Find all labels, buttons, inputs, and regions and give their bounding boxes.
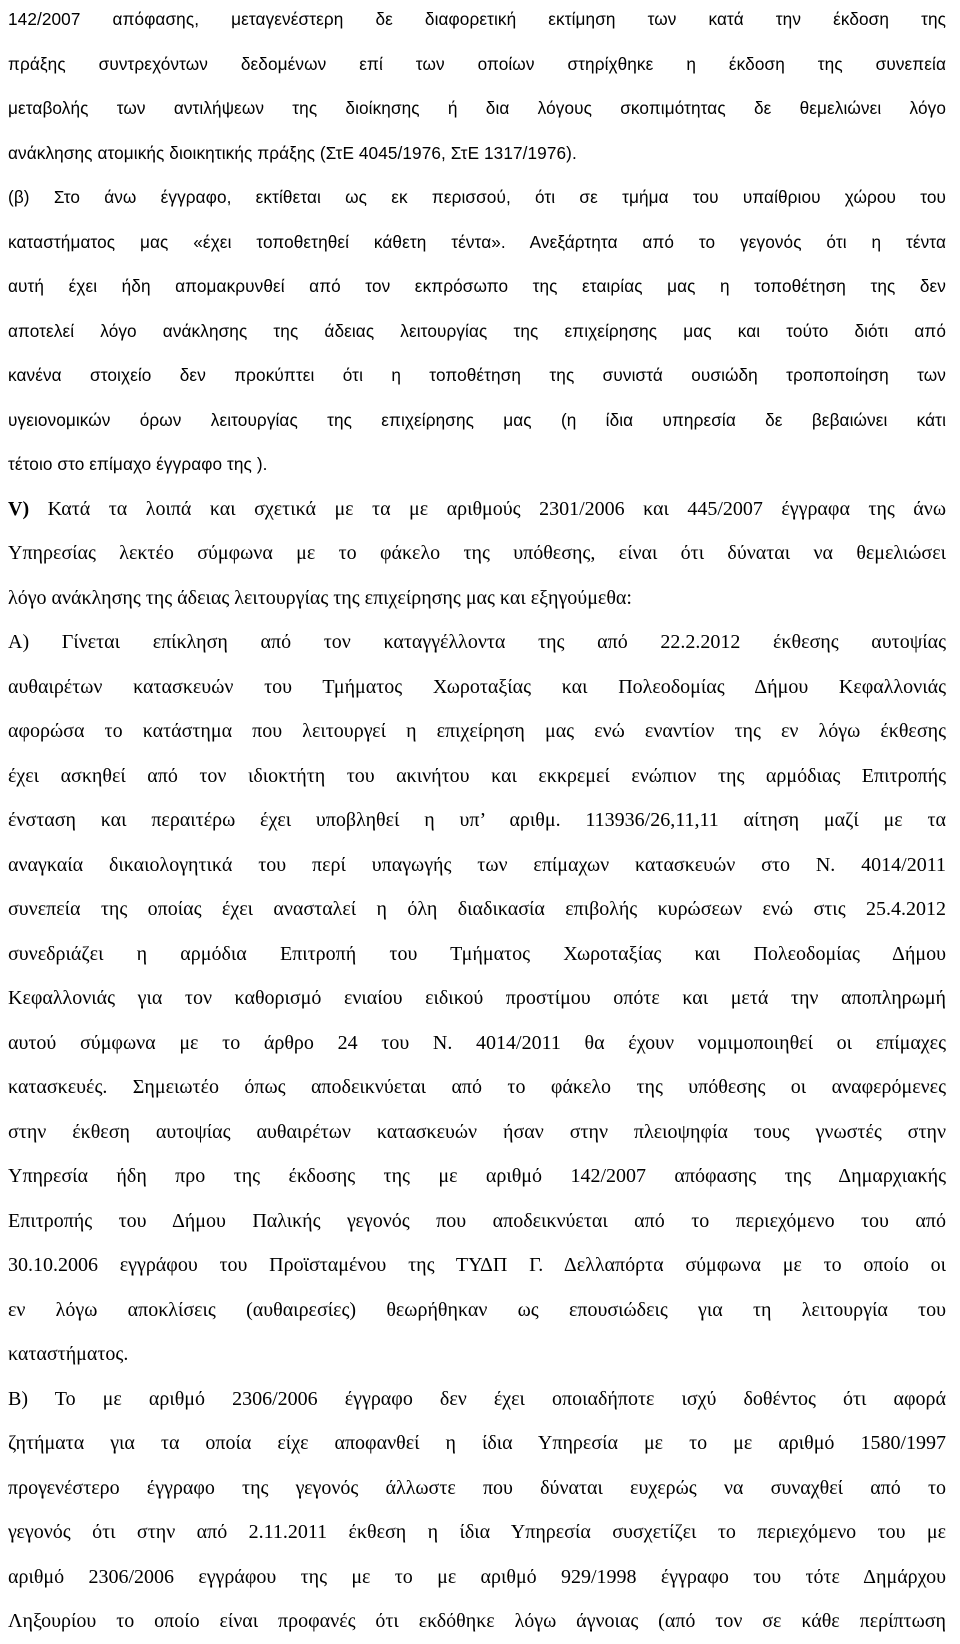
text-line: προγενέστερο έγγραφο της γεγονός άλλωστε που δύναται ευχερώς να συναχθεί από το — [8, 1476, 946, 1499]
text-line: καταστήματος. — [8, 1343, 129, 1365]
text-line: στην έκθεση αυτοψίας αυθαιρέτων κατασκευών ήσαν στην πλειοψηφία τους γνωστές στην — [8, 1120, 946, 1143]
text-line: αυτή έχει ήδη απομακρυνθεί από τον εκπρόσωπο της εταιρίας μας η τοποθέτηση της δεν — [8, 276, 946, 296]
text-line: κατασκευές. Σημειωτέο όπως αποδεικνύεται από το φάκελο της υπόθεσης οι αναφερόμενες — [8, 1076, 946, 1098]
paragraph-section-v — [8, 487, 946, 621]
text-line: αριθμό 2306/2006 εγγράφου της με το με αριθμό 929/1998 έγγραφο του τότε Δημάρχου — [8, 1565, 946, 1588]
text-line — [8, 487, 946, 532]
text-line: γεγονός ότι στην από 2.11.2011 έκθεση η ίδια Υπηρεσία συσχετίζει το περιεχόμενο του με — [8, 1521, 946, 1543]
text-line: 142/2007 απόφασης, μεταγενέστερη δε διαφορετική εκτίμηση των κατά την έκδοση της — [8, 9, 946, 29]
text-line: αυθαιρέτων κατασκευών του Τμήματος Χωροταξίας και Πολεοδομίας Δήμου Κεφαλλονιάς — [8, 675, 946, 698]
text-line: αυτού σύμφωνα με το άρθρο 24 του Ν. 4014/2011 θα έχουν νομιμοποιηθεί οι επίμαχες — [8, 1031, 946, 1054]
text-line: 30.10.2006 εγγράφου του Προϊσταμένου της ΤΥΔΠ Γ. Δελλαπόρτα σύμφωνα με το οποίο οι — [8, 1254, 946, 1276]
text-line: ζητήματα για τα οποία είχε αποφανθεί η ίδια Υπηρεσία με το με αριθμό 1580/1997 — [8, 1432, 946, 1454]
text-line: Υπηρεσίας λεκτέο σύμφωνα με το φάκελο της υπόθεσης, είναι ότι δύναται να θεμελιώσει — [8, 542, 946, 564]
text-line: Υπηρεσία ήδη προ της έκδοσης της με αριθμό 142/2007 απόφασης της Δημαρχιακής — [8, 1165, 946, 1187]
paragraph-point-a — [8, 620, 946, 1377]
text-line: μεταβολής των αντιλήψεων της διοίκησης ή δια λόγους σκοπιμότητας δε θεμελιώνει λόγο — [8, 98, 946, 118]
text-line: Ληξουρίου το οποίο είναι προφανές ότι εκδόθηκε λόγω άγνοιας (από τον σε κάθε περίπτωση — [8, 1610, 946, 1632]
text-line: συνεδριάζει η αρμόδια Επιτροπή του Τμήματος Χωροταξίας και Πολεοδομίας Δήμου — [8, 942, 946, 965]
text-line: Κεφαλλονιάς για τον καθορισμό ενιαίου ειδικού προστίμου οπότε και μετά την αποπληρωμή — [8, 987, 946, 1009]
text-line: εν λόγω αποκλίσεις (αυθαιρεσίες) θεωρήθηκαν ως επουσιώδεις για τη λειτουργία του — [8, 1298, 946, 1321]
text-line: Α) Γίνεται επίκληση από τον καταγγέλλοντα της από 22.2.2012 έκθεσης αυτοψίας — [8, 631, 946, 653]
text-line: ανάκλησης ατομικής διοικητικής πράξης (ΣτΕ 4045/1976, ΣτΕ 1317/1976). — [8, 142, 577, 163]
text-line: κανένα στοιχείο δεν προκύπτει ότι η τοποθέτηση της συνιστά ουσιώδη τροποποίηση των — [8, 365, 946, 385]
text-line: αναγκαία δικαιολογητικά του περί υπαγωγής των επίμαχων κατασκευών στο Ν. 4014/2011 — [8, 853, 946, 876]
text-line: τέτοιο στο επίμαχο έγγραφο της ). — [8, 454, 268, 474]
section-marker: V) — [8, 497, 30, 520]
text-line-content: Κατά τα λοιπά και σχετικά με τα με αριθμούς 2301/2006 και 445/2007 έγγραφα της άνω — [29, 497, 946, 520]
text-line: ένσταση και περαιτέρω έχει υποβληθεί η υπ’ αριθμ. 113936/26,11,11 αίτηση μαζί με τα — [8, 809, 946, 831]
text-line: λόγο ανάκλησης της άδειας λειτουργίας της επιχείρησης μας και εξηγούμεθα: — [8, 586, 632, 609]
text-line: αποτελεί λόγο ανάκλησης της άδειας λειτουργίας της επιχείρησης μας και τούτο διότι από — [8, 320, 946, 341]
text-line: πράξης συντρεχόντων δεδομένων επί των οποίων στηρίχθηκε η έκδοση της συνεπεία — [8, 53, 946, 74]
text-line: συνεπεία της οποίας έχει ανασταλεί η όλη διαδικασία επιβολής κυρώσεων ενώ στις 25.4.2012 — [8, 898, 946, 920]
text-line: Β) Το με αριθμό 2306/2006 έγγραφο δεν έχει οποιαδήποτε ισχύ δοθέντος ότι αφορά — [8, 1387, 946, 1410]
text-line: αφορώσα το κατάστημα που λειτουργεί η επιχείρηση μας ενώ εναντίον της εν λόγω έκθεσης — [8, 720, 946, 742]
text-line: υγειονομικών όρων λειτουργίας της επιχείρησης μας (η ίδια υπηρεσία δε βεβαιώνει κάτι — [8, 409, 946, 430]
text-line: (β) Στο άνω έγγραφο, εκτίθεται ως εκ περισσού, ότι σε τμήμα του υπαίθριου χώρου του — [8, 187, 946, 207]
paragraph-point-b — [8, 1377, 946, 1644]
text-line: έχει ασκηθεί από τον ιδιοκτήτη του ακινήτου και εκκρεμεί ενώπιον της αρμόδιας Επιτροπής — [8, 764, 946, 787]
text-line: καταστήματος μας «έχει τοποθετηθεί κάθετη τέντα». Ανεξάρτητα από το γεγονός ότι η τέντα — [8, 231, 946, 252]
text-line: Επιτροπής του Δήμου Παλικής γεγονός που αποδεικνύεται από το περιεχόμενο του από — [8, 1209, 946, 1232]
paragraph-continuation — [8, 0, 946, 175]
paragraph-point-beta — [8, 175, 946, 487]
